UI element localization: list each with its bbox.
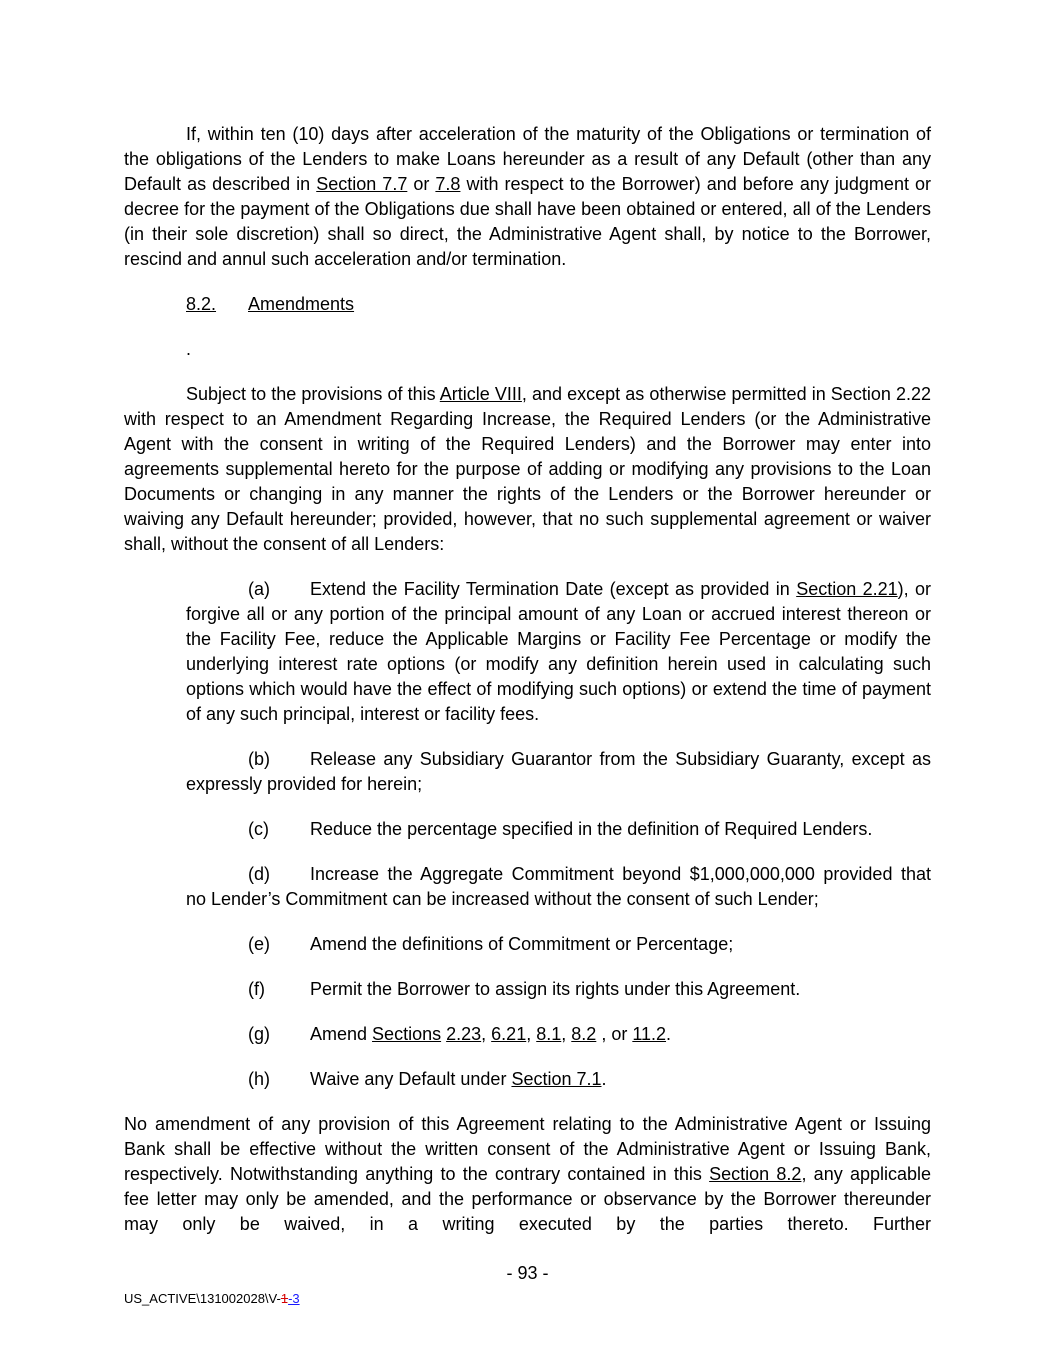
list-item-f — [186, 977, 931, 1002]
section-ref-8-2[interactable]: 8.2 — [571, 1024, 597, 1044]
section-ref-2-21[interactable]: Section 2.21 — [796, 579, 898, 599]
paragraph-rescission — [124, 122, 931, 272]
list-item-a — [186, 577, 931, 727]
page-number: - 93 - — [506, 1263, 549, 1283]
text: , or — [596, 1024, 633, 1044]
item-label: (d) — [248, 864, 270, 884]
text: , — [526, 1024, 537, 1044]
text: , — [481, 1024, 492, 1044]
item-label: (f) — [248, 979, 265, 999]
paragraph-consent — [124, 1112, 931, 1237]
text: , — [561, 1024, 572, 1044]
section-ref-7-7[interactable]: Section 7.7 — [316, 174, 408, 194]
stray-period: . — [186, 339, 192, 359]
item-label: (g) — [248, 1024, 270, 1044]
text: If, within ten (10) days after acceleration of the maturity of the Obligations or termination of the obligations of the Lenders to make Loans hereunder as a result of any Default (other than any Default as described in — [124, 124, 931, 194]
item-label: (c) — [248, 819, 269, 839]
list-item-e — [186, 932, 931, 957]
list-item-d — [186, 862, 931, 912]
article-ref-viii[interactable]: Article VIII — [439, 384, 522, 404]
list-item-c — [186, 817, 931, 842]
text: with respect to the Borrower) and before any judgment or decree for the payment of the Obligations due shall have been obtained or entered, all of the Lenders (in their sole discretion) shall so direct, the Administrative Agent shall, by notice to the Borrower, rescind and annul such acceleration and/or termination. — [124, 174, 931, 269]
section-ref-2-23[interactable]: 2.23 — [446, 1024, 482, 1044]
text: or — [407, 174, 436, 194]
sections-ref[interactable]: Sections — [372, 1024, 442, 1044]
item-label: (b) — [248, 749, 270, 769]
section-number: 8.2. — [186, 294, 217, 314]
section-ref-8-1[interactable]: 8.1 — [536, 1024, 562, 1044]
text: , any applicable fee letter may only be amended, and the performance or observance by the Borrower thereunder may only be waived, in a writing executed by the parties thereto. Further — [124, 1164, 931, 1234]
section-title: Amendments — [248, 294, 355, 314]
item-label: (h) — [248, 1069, 270, 1089]
section-ref-7-8[interactable]: 7.8 — [435, 174, 461, 194]
section-ref-8-2-b[interactable]: Section 8.2 — [709, 1164, 802, 1184]
text: Subject to the provisions of this — [186, 384, 440, 404]
list-item-b — [186, 747, 931, 797]
text: Increase the Aggregate Commitment beyond $1,000,000,000 provided that no Lender’s Commitment can be increased without the consent of such Lender; — [186, 864, 931, 909]
inserted-revision: -3 — [288, 1291, 300, 1306]
text: Reduce the percentage specified in the definition of Required Lenders. — [310, 819, 873, 839]
text: No amendment of any provision of this Agreement relating to the Administrative Agent or Issuing Bank shall be effective without the written consent of the Administrative Agent or Issuing Bank, respectively. Notwithstanding anything to the contrary contained in this — [124, 1114, 931, 1184]
item-label: (e) — [248, 934, 270, 954]
list-item-g — [186, 1022, 931, 1047]
section-ref-11-2[interactable]: 11.2 — [632, 1024, 667, 1044]
doc-id-text: US_ACTIVE\131002028\V- — [124, 1291, 281, 1306]
text: . — [666, 1024, 672, 1044]
deleted-revision: 1 — [280, 1291, 289, 1306]
text: Amend the definitions of Commitment or Percentage; — [310, 934, 734, 954]
list-item-h — [186, 1067, 931, 1092]
text: Permit the Borrower to assign its rights under this Agreement. — [310, 979, 801, 999]
section-ref-6-21[interactable]: 6.21 — [491, 1024, 527, 1044]
document-body — [124, 122, 931, 1237]
text: Amend — [310, 1024, 373, 1044]
text: ), or forgive all or any portion of the principal amount of any Loan or accrued interest thereon or the Facility Fee, reduce the Applicable Margins or Facility Fee Percentage or modify the underlying interest rate options (or modify any definition herein used in calculating such options which would have the effect of modifying such options) or extend the time of payment of any such principal, interest or facility fees. — [186, 579, 931, 724]
item-label: (a) — [248, 579, 270, 599]
text: Waive any Default under — [310, 1069, 512, 1089]
text: , and except as otherwise permitted in Section 2.22 with respect to an Amendment Regarding Increase, the Required Lenders (or the Administrative Agent with the consent in writing of the Required Lenders) and the Borrower may enter into agreements supplemental hereto for the purpose of adding or modifying any provisions to the Loan Documents or changing in any manner the rights of the Lenders or the Borrower hereunder or waiving any Default hereunder; provided, however, that no such supplemental agreement or waiver shall, without the consent of all Lenders: — [124, 384, 931, 554]
section-ref-7-1[interactable]: Section 7.1 — [511, 1069, 602, 1089]
section-heading — [186, 292, 931, 317]
text: Extend the Facility Termination Date (except as provided in — [310, 579, 797, 599]
document-id-footer — [124, 1286, 300, 1311]
text: . — [601, 1069, 607, 1089]
paragraph-amendments — [124, 382, 931, 557]
text: Release any Subsidiary Guarantor from the Subsidiary Guaranty, except as expressly provided for herein; — [186, 749, 931, 794]
